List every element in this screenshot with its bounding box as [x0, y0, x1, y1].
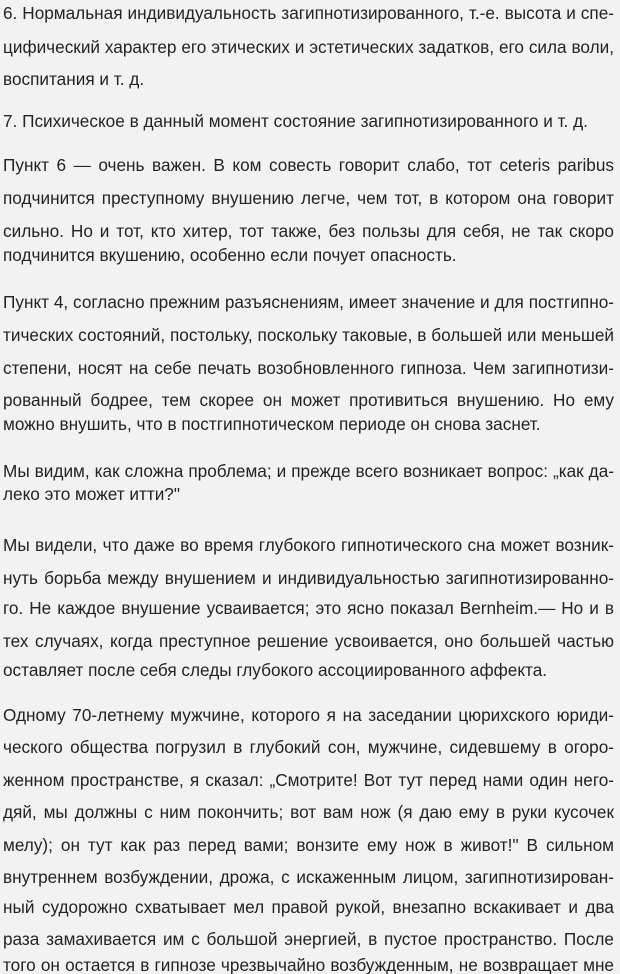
text-line: нуть борьба между внушением и индивидуальностью загипнотизированно-	[3, 568, 614, 588]
text-line: оставляет после себя следы глубокого ассоциированного аффекта.	[3, 660, 548, 680]
text-line: женном пространстве, я сказал: „Смотрите! Вот тут перед нами один него-	[3, 770, 614, 790]
text-line: цифический характер его этических и эстетических задатков, его сила воли,	[3, 37, 614, 57]
text-line: того он остается в гипнозе чрезвычайно возбужденным, не возвращает мне	[3, 955, 614, 974]
text-line: Мы видим, как сложна проблема; и прежде всего возникает вопрос: „как да-	[3, 461, 614, 481]
text-line: тических состояний, постольку, поскольку таковые, в большей или меньшей	[3, 325, 614, 345]
text-line: 6. Нормальная индивидуальность загипнотизированного, т.-е. высота и спе-	[3, 3, 614, 23]
text-line: рованный бодрее, тем скорее он может противиться внушению. Но ему	[3, 390, 614, 410]
text-line: можно внушить, что в постгипнотическом периоде он снова заснет.	[3, 414, 541, 434]
text-line: раза замахивается им с большой энергией, в пустое пространство. После	[3, 929, 614, 949]
text-line: го. Не каждое внушение усваивается; это ясно показал Bernheim.— Но и в	[3, 598, 614, 618]
text-line: Пункт 4, согласно прежним разъяснениям, имеет значение и для постгипно-	[3, 292, 614, 312]
text-line: подчинится преступному внушению легче, чем тот, в котором она говорит	[3, 188, 614, 208]
text-line: леко это может итти?"	[3, 484, 180, 504]
text-line: Пункт 6 — очень важен. В ком совесть говорит слабо, тот ceteris paribus	[3, 155, 614, 175]
text-line: дяй, мы должны с ним покончить; вот вам нож (я даю ему в руки кусочек	[3, 802, 614, 822]
text-line: 7. Психическое в данный момент состояние загипнотизированного и т. д.	[3, 111, 588, 131]
text-line: степени, носят на себе печать возобновленного гипноза. Чем загипнотизи-	[3, 358, 614, 378]
text-line: подчинится вкушению, особенно если почует опасность.	[3, 245, 457, 265]
text-line: сильно. Но и тот, кто хитер, тот также, без пользы для себя, не так скоро	[3, 221, 614, 241]
text-line: Одному 70-летнему мужчине, которого я на заседании цюрихского юриди-	[3, 705, 614, 725]
text-line: ческого общества погрузил в глубокий сон, мужчине, сидевшему в огоро-	[3, 737, 614, 757]
text-line: ный судорожно схватывает мел правой рукой, внезапно вскакивает и два	[3, 897, 614, 917]
text-line: мелу); он тут как раз перед вами; вонзите ему нож в живот!" В сильном	[3, 835, 614, 855]
text-line: внутреннем возбуждении, дрожа, с искаженным лицом, загипнотизирован-	[3, 867, 614, 887]
text-line: воспитания и т. д.	[3, 69, 145, 89]
text-line: тех случаях, когда преступное решение усвоивается, оно большей частью	[3, 631, 614, 651]
text-line: Мы видели, что даже во время глубокого гипнотического сна может возник-	[3, 535, 614, 555]
